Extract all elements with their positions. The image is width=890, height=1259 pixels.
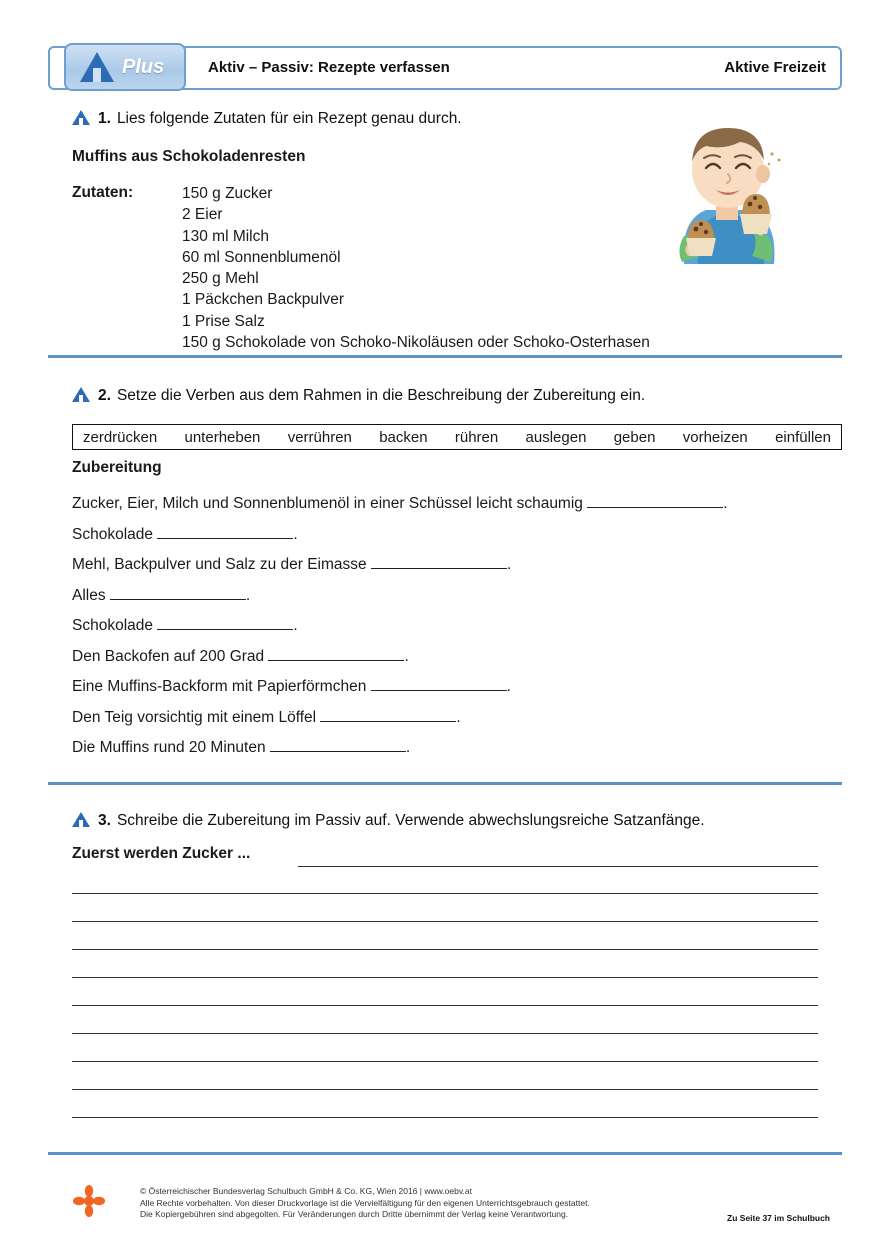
step-period: . [293,617,298,634]
step-period: . [404,647,409,665]
header-topic: Aktive Freizeit [724,59,826,76]
task-1-number: 1. [98,110,111,127]
step-text: Zucker, Eier, Milch und Sonnenblumenöl in einer Schüssel leicht schaumig [72,495,583,512]
word-bank-item: vorheizen [682,428,748,446]
divider-1 [48,355,842,358]
step-row [72,642,862,673]
footer-line: © Österreichischer Bundesverlag Schulbuch GmbH & Co. KG, Wien 2016 | www.oebv.at [140,1186,472,1196]
header-title: Aktiv – Passiv: Rezepte verfassen [208,59,450,76]
step-row [72,703,862,734]
step-row [72,672,862,703]
answer-blank[interactable] [270,737,406,752]
preparation-subheading: Zubereitung [72,459,162,476]
step-row [72,581,862,612]
triangle-bullet-icon [72,812,90,827]
answer-blank[interactable] [371,554,507,569]
answer-line[interactable] [72,1005,818,1006]
answer-blank[interactable] [157,615,293,630]
logo-label: Plus [122,55,165,78]
task-1-instruction: Lies folgende Zutaten für ein Rezept genau durch. [116,110,462,127]
footer-line: Die Kopiergebühren sind abgegolten. Für Veränderungen durch Dritte übernimmt der Verlag keine Verantwortung. [140,1209,569,1219]
step-period: . [245,586,251,604]
ingredients-list [182,183,650,353]
step-row [72,550,862,581]
divider-3 [48,1152,842,1155]
triangle-icon [80,52,114,82]
step-text: Alles [72,586,106,604]
task-3-instruction: Schreibe die Zubereitung im Passiv auf. Verwende abwechslungsreiche Satzanfänge. [116,812,705,829]
list-item: 150 g Schokolade von Schoko-Nikoläusen oder Schoko-Osterhasen [182,334,650,352]
task-2-instruction: Setze die Verben aus dem Rahmen in die Beschreibung der Zubereitung ein. [116,387,646,404]
step-period: . [456,708,461,726]
word-bank-item: geben [613,428,656,446]
task-2-heading [72,387,645,405]
word-bank-item: unterheben [184,428,261,446]
list-item: 150 g Zucker [182,185,273,202]
task-1-heading [72,110,462,128]
footer-line: Alle Rechte vorbehalten. Von dieser Druckvorlage ist die Vervielfältigung für den eigenen Unterrichtsgebrauch gestattet. [140,1197,590,1208]
step-row [72,611,862,642]
answer-blank[interactable] [320,707,456,722]
answer-blank[interactable] [268,646,404,661]
step-text: Schokolade [72,525,154,543]
step-text: Mehl, Backpulver und Salz zu der Eimasse [72,556,367,573]
list-item: 250 g Mehl [182,270,259,288]
word-bank-item: verrühren [287,428,352,446]
step-text: Den Teig vorsichtig mit einem Löffel [72,708,317,726]
answer-blank[interactable] [110,585,246,600]
answer-line[interactable] [298,866,818,867]
answer-blank[interactable] [587,493,723,508]
list-item: 1 Päckchen Backpulver [182,291,344,309]
list-item: 2 Eier [182,206,223,224]
step-period: . [506,556,512,573]
step-row [72,733,862,764]
task-3-heading [72,812,705,830]
triangle-bullet-icon [72,387,90,402]
footer-reference: Zu Seite 37 im Schulbuch [727,1213,830,1223]
answer-line[interactable] [72,893,818,894]
step-period: . [723,495,728,512]
word-bank-item: backen [379,428,428,446]
task-3-number: 3. [98,812,111,829]
answer-blank[interactable] [371,676,507,691]
word-bank-item: zerdrücken [83,428,158,446]
footer-copyright [140,1186,590,1221]
answer-line[interactable] [72,1061,818,1062]
preparation-steps [72,489,862,764]
answer-line[interactable] [72,1117,818,1118]
word-bank-item: auslegen [525,428,587,446]
answer-line[interactable] [72,977,818,978]
step-row [72,489,862,520]
answer-starter-text: Zuerst werden Zucker ... [72,845,251,862]
list-item: 1 Prise Salz [182,312,265,330]
step-text: Die Muffins rund 20 Minuten [72,739,266,756]
step-row [72,520,862,551]
word-bank-item: einfüllen [775,428,831,446]
step-text: Eine Muffins-Backform mit Papierförmchen [72,678,367,695]
answer-line[interactable] [72,1089,818,1090]
step-period: . [506,678,511,695]
boy-eating-muffins-illustration [636,96,816,306]
task-2-number: 2. [98,387,111,404]
answer-line[interactable] [72,921,818,922]
word-bank [72,424,842,450]
step-period: . [405,739,411,756]
answer-blank[interactable] [157,524,293,539]
recipe-title: Muffins aus Schokoladenresten [72,148,306,165]
word-bank-item: rühren [454,428,499,446]
list-item: 130 ml Milch [182,227,269,245]
step-period: . [293,525,298,543]
step-text: Den Backofen auf 200 Grad [72,647,265,665]
page-header [48,46,842,90]
plus-logo [64,43,186,91]
ingredients-label: Zutaten: [72,184,134,201]
answer-line[interactable] [72,949,818,950]
list-item: 60 ml Sonnenblumenöl [182,248,341,266]
step-text: Schokolade [72,617,154,634]
divider-2 [48,782,842,785]
answer-line[interactable] [72,1033,818,1034]
triangle-bullet-icon [72,110,90,125]
flower-logo-icon [72,1184,106,1218]
